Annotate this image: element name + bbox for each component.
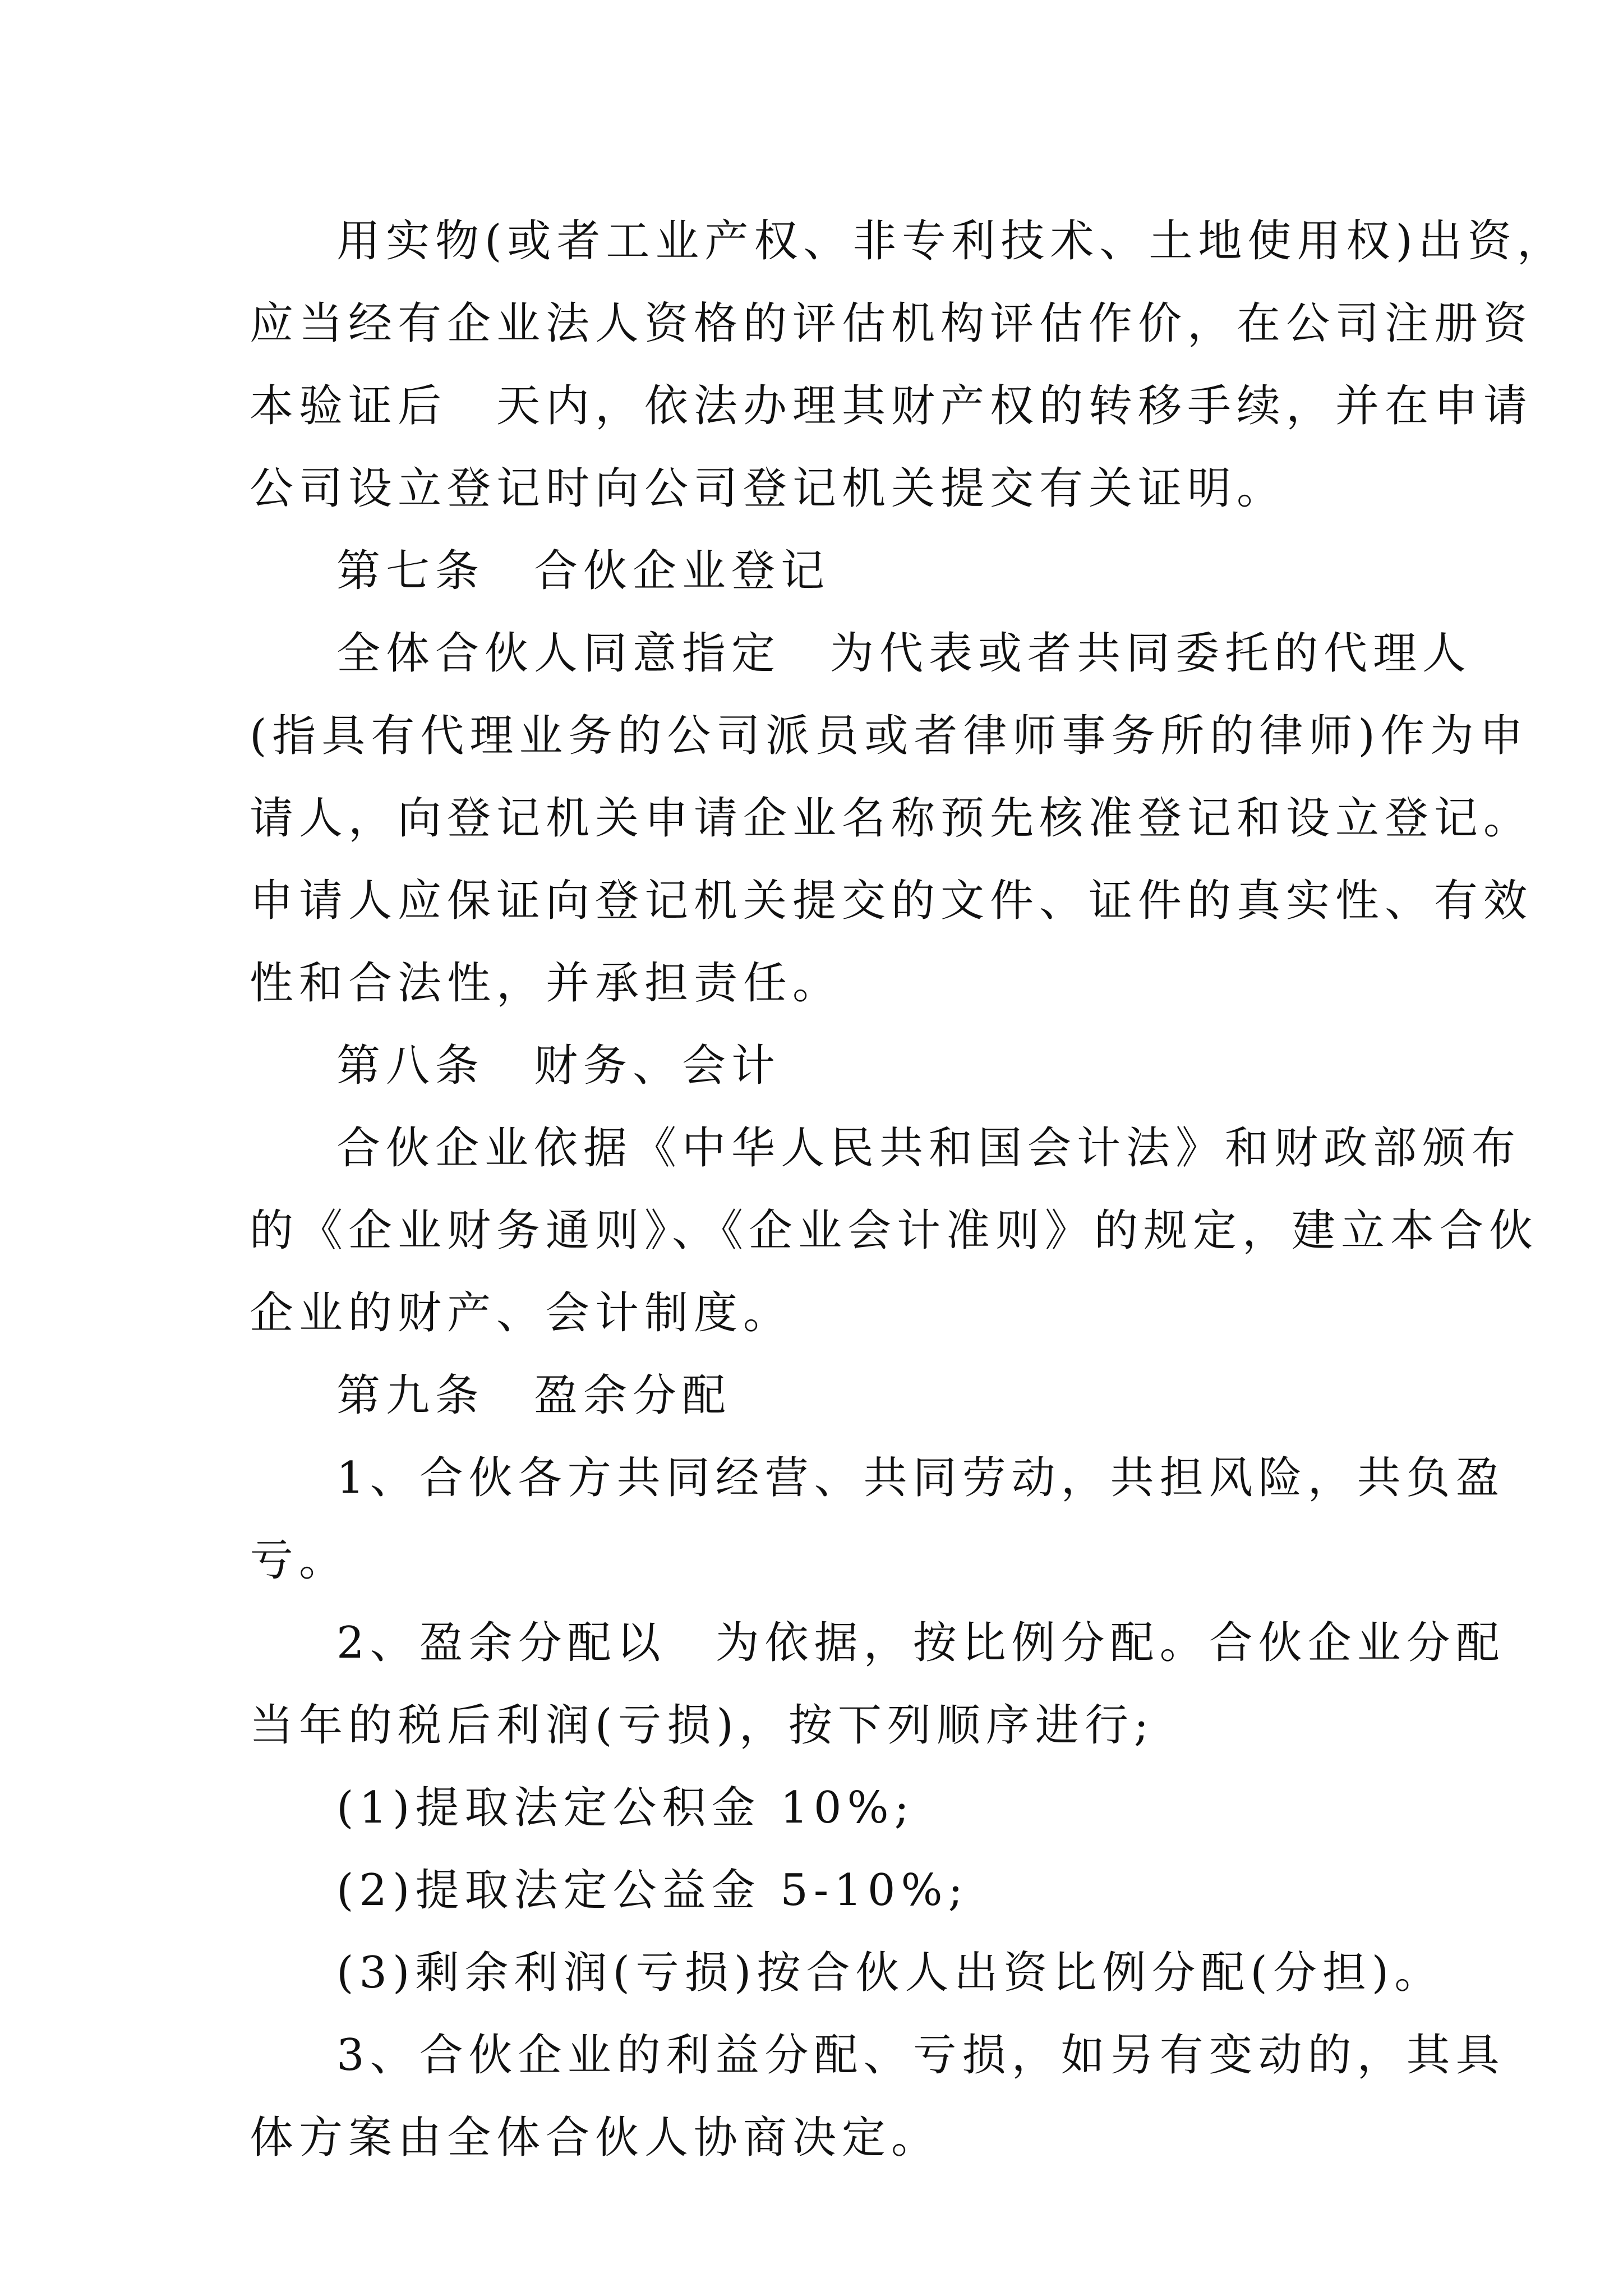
body-text-line: 亏。	[250, 1535, 349, 1586]
section-heading-article-7: 第七条 合伙企业登记	[336, 546, 831, 596]
body-text-line: 合伙企业依据《中华人民共和国会计法》和财政部颁布	[336, 1123, 1521, 1174]
body-text-line: 请人，向登记机关申请企业名称预先核准登记和设立登记。	[250, 793, 1533, 844]
body-text-line: (指具有代理业务的公司派员或者律师事务所的律师)作为申	[250, 711, 1529, 761]
list-item: (3)剩余利润(亏损)按合伙人出资比例分配(分担)。	[336, 1948, 1444, 1998]
body-text-line: 申请人应保证向登记机关提交的文件、证件的真实性、有效	[250, 876, 1533, 926]
body-text-line: 的《企业财务通则》、《企业会计准则》的规定，建立本合伙	[250, 1205, 1539, 1256]
body-text-line: 1、合伙各方共同经营、共同劳动，共担风险，共负盈	[336, 1453, 1505, 1503]
body-text-line: 当年的税后利润(亏损)，按下列顺序进行;	[250, 1700, 1155, 1751]
body-text-line: 用实物(或者工业产权、非专利技术、土地使用权)出资，	[336, 216, 1566, 266]
body-text-line: 性和合法性，并承担责任。	[250, 958, 842, 1009]
body-text-line: 应当经有企业法人资格的评估机构评估作价，在公司注册资	[250, 298, 1533, 349]
body-text-line: 3、合伙企业的利益分配、亏损，如另有变动的，其具	[336, 2030, 1505, 2081]
list-item: (1)提取法定公积金 10%;	[336, 1783, 915, 1833]
section-heading-article-9: 第九条 盈余分配	[336, 1370, 732, 1421]
body-text-line: 企业的财产、会计制度。	[250, 1288, 793, 1338]
body-text-line: 公司设立登记时向公司登记机关提交有关证明。	[250, 463, 1287, 514]
list-item: (2)提取法定公益金 5-10%;	[336, 1865, 969, 1916]
body-text-line: 2、盈余分配以 为依据，按比例分配。合伙企业分配	[336, 1618, 1505, 1668]
body-text-line: 全体合伙人同意指定 为代表或者共同委托的代理人	[336, 628, 1472, 679]
section-heading-article-8: 第八条 财务、会计	[336, 1041, 781, 1091]
body-text-line: 体方案由全体合伙人协商决定。	[250, 2113, 941, 2163]
body-text-line: 本验证后 天内，依法办理其财产权的转移手续，并在申请	[250, 381, 1533, 431]
